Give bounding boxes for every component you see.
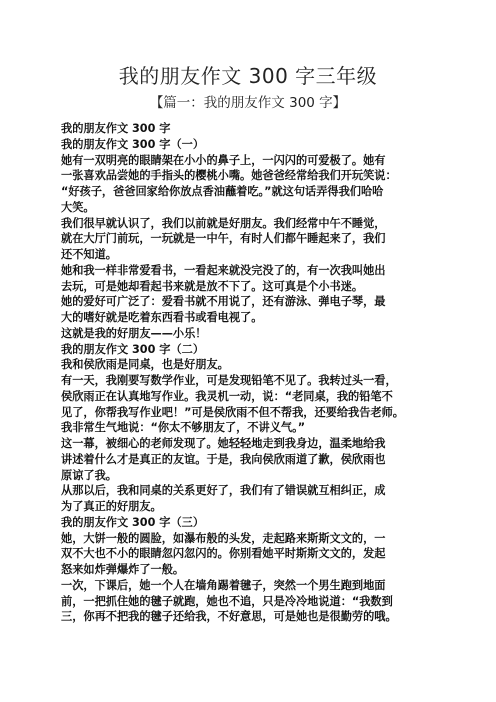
document-subtitle: 【篇一：我的朋友作文 300 字】: [149, 95, 347, 111]
body-line: 大笑。: [61, 200, 95, 214]
body-line: 她的爱好可广泛了：爱看书就不用说了，还有游泳、弹电子琴，最: [61, 295, 386, 309]
body-line: 为了真正的好朋友。: [61, 500, 162, 513]
body-line: 我和侯欣雨是同桌，也是好朋友。: [61, 358, 229, 372]
document-body: [61, 121, 441, 625]
body-line: 这一幕，被细心的老师发现了。她轻轻地走到我身边，温柔地给我: [61, 437, 386, 450]
body-line: “好孩子，爸爸回家给你放点香油蘸着吃。”就这句话弄得我们哈哈: [61, 185, 384, 198]
document-title: 我的朋友作文 300 字三年级: [118, 64, 378, 88]
body-line: 我们很早就认识了，我们以前就是好朋友。我们经常中午不睡觉，: [61, 216, 386, 230]
body-line: 讲述着什么才是真正的友谊。于是，我向侯欣雨道了歉，侯欣雨也: [61, 452, 386, 466]
body-line: 一次，下课后，她一个人在墙角踢着毽子，突然一个男生跑到地面: [61, 578, 386, 592]
body-line: 前，一把抓住她的毽子就跑，她也不追，只是冷冷地说道：“我数到: [61, 594, 393, 608]
body-line: 她，大饼一般的圆脸，如瀑布般的头发，走起路来斯斯文文的，一: [61, 531, 386, 545]
body-line: 我的朋友作文 300 字（三）: [61, 515, 205, 529]
body-line: 她有一双明亮的眼睛架在小小的鼻子上，一闪闪的可爱极了。她有: [61, 153, 386, 167]
body-line: 原谅了我。: [61, 468, 117, 482]
body-line: 我的朋友作文 300 字: [61, 122, 171, 135]
body-line: 就在大厅门前玩，一玩就是一中午，有时人们都午睡起来了，我们: [61, 232, 386, 246]
body-line: 侯欣雨正在认真地写作业。我灵机一动，说：“老同桌，我的铅笔不: [61, 389, 393, 403]
body-line: 她和我一样非常爱看书，一看起来就没完没了的，有一次我叫她出: [61, 263, 386, 277]
body-line: 怒来如炸弹爆炸了一般。: [61, 563, 185, 576]
body-line: 我的朋友作文 300 字（二）: [61, 342, 205, 356]
body-line: 去玩，可是她却看起书来就是放不下了。这可真是个小书迷。: [61, 279, 364, 293]
body-line: 还不知道。: [61, 248, 117, 261]
body-line: 从那以后，我和同桌的关系更好了，我们有了错误就互相纠正，成: [61, 484, 386, 498]
body-line: 双不大也不小的眼睛忽闪忽闪的。你别看她平时斯斯文文的，发起: [61, 547, 386, 561]
body-line: 大的嗜好就是吃着东西看书或看电视了。: [61, 311, 263, 324]
body-line: 三，你再不把我的毽子还给我，不好意思，可是她也是很勤劳的哦。: [61, 610, 397, 624]
body-line: 一张喜欢品尝她的手指头的樱桃小嘴。她爸爸经常给我们开玩笑说：: [61, 169, 397, 183]
body-line: 有一天，我刚要写数学作业，可是发现铅笔不见了。我转过头一看，: [61, 374, 397, 387]
body-line: 见了，你帮我写作业吧！”可是侯欣雨不但不帮我，还要给我告老师。: [61, 405, 404, 419]
body-line: 这就是我的好朋友——小乐！: [61, 326, 207, 340]
body-line: 我非常生气地说：“你太不够朋友了，不讲义气。”: [61, 421, 306, 435]
body-line: 我的朋友作文 300 字（一）: [61, 137, 205, 151]
